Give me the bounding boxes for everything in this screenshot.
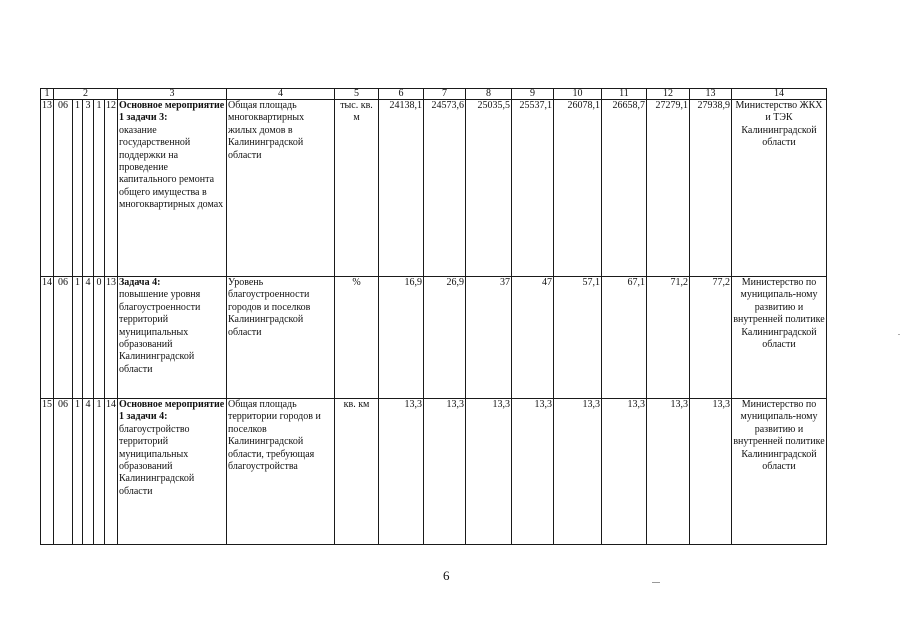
value-cell: 13,3 bbox=[424, 399, 466, 545]
value-cell: 26,9 bbox=[424, 277, 466, 399]
header-cell: 13 bbox=[690, 89, 732, 100]
value-cell: 13,3 bbox=[379, 399, 424, 545]
value-cell: 27938,9 bbox=[690, 100, 732, 277]
unit-cell: % bbox=[335, 277, 379, 399]
value-cell: 37 bbox=[466, 277, 512, 399]
unit-cell: тыс. кв. м bbox=[335, 100, 379, 277]
code-cell: 1 bbox=[73, 399, 83, 545]
header-cell: 3 bbox=[118, 89, 227, 100]
indicator-name: Общая площадь многоквартирных жилых домов в Калининградской области bbox=[227, 100, 335, 277]
code-cell: 0 bbox=[94, 277, 105, 399]
responsible-cell: Министерство по муниципаль-ному развитию и внутренней политике Калининградской области bbox=[732, 399, 827, 545]
header-cell: 4 bbox=[227, 89, 335, 100]
value-cell: 27279,1 bbox=[647, 100, 690, 277]
table-row bbox=[41, 277, 827, 399]
task-name bbox=[118, 277, 227, 399]
unit-cell: кв. км bbox=[335, 399, 379, 545]
value-cell: 13,3 bbox=[602, 399, 647, 545]
header-cell: 9 bbox=[512, 89, 554, 100]
value-cell: 24138,1 bbox=[379, 100, 424, 277]
value-cell: 26658,7 bbox=[602, 100, 647, 277]
measure-title: Основное мероприятие 1 задачи 3: bbox=[119, 100, 225, 124]
page-number: 6 bbox=[443, 568, 450, 583]
value-cell: 57,1 bbox=[554, 277, 602, 399]
value-cell: 26078,1 bbox=[554, 100, 602, 277]
code-cell: 4 bbox=[83, 277, 94, 399]
header-cell: 14 bbox=[732, 89, 827, 100]
measure-name bbox=[118, 399, 227, 545]
indicator-name: Общая площадь территории городов и поселков Калининградской области, требующая благоустройства bbox=[227, 399, 335, 545]
header-cell: 8 bbox=[466, 89, 512, 100]
code-cell: 1 bbox=[94, 100, 105, 277]
table-row bbox=[41, 399, 827, 545]
value-cell: 13,3 bbox=[690, 399, 732, 545]
responsible-cell: Министерство ЖКХ и ТЭК Калининградской области bbox=[732, 100, 827, 277]
value-cell: 71,2 bbox=[647, 277, 690, 399]
value-cell: 25537,1 bbox=[512, 100, 554, 277]
value-cell: 67,1 bbox=[602, 277, 647, 399]
value-cell: 77,2 bbox=[690, 277, 732, 399]
row-number: 14 bbox=[41, 277, 54, 399]
code-cell: 06 bbox=[54, 399, 73, 545]
value-cell: 47 bbox=[512, 277, 554, 399]
header-cell: 1 bbox=[41, 89, 54, 100]
header-cell: 10 bbox=[554, 89, 602, 100]
code-cell: 06 bbox=[54, 100, 73, 277]
code-cell: 06 bbox=[54, 277, 73, 399]
header-cell: 12 bbox=[647, 89, 690, 100]
measure-title: Основное мероприятие 1 задачи 4: bbox=[119, 399, 225, 423]
code-cell: 3 bbox=[83, 100, 94, 277]
indicator-table bbox=[40, 88, 827, 545]
code-cell: 1 bbox=[73, 100, 83, 277]
code-cell: 12 bbox=[105, 100, 118, 277]
measure-description: благоустройство территорий муниципальных образований Калининградской области bbox=[119, 423, 195, 497]
table-row bbox=[41, 100, 827, 277]
task-description: повышение уровня благоустроенности территорий муниципальных образований Калининградской области bbox=[119, 289, 201, 375]
scan-mark bbox=[898, 334, 900, 335]
scan-mark bbox=[652, 582, 660, 583]
code-cell: 4 bbox=[83, 399, 94, 545]
value-cell: 13,3 bbox=[466, 399, 512, 545]
value-cell: 16,9 bbox=[379, 277, 424, 399]
measure-description: оказание государственной поддержки на проведение капитального ремонта общего имущества в многоквартирных домах bbox=[119, 124, 224, 211]
header-cell: 2 bbox=[54, 89, 118, 100]
value-cell: 25035,5 bbox=[466, 100, 512, 277]
header-row bbox=[41, 89, 827, 100]
code-cell: 1 bbox=[73, 277, 83, 399]
indicator-name: Уровень благоустроенности городов и поселков Калининградской области bbox=[227, 277, 335, 399]
code-cell: 14 bbox=[105, 399, 118, 545]
code-cell: 13 bbox=[105, 277, 118, 399]
header-cell: 11 bbox=[602, 89, 647, 100]
value-cell: 24573,6 bbox=[424, 100, 466, 277]
header-cell: 5 bbox=[335, 89, 379, 100]
header-cell: 6 bbox=[379, 89, 424, 100]
code-cell: 1 bbox=[94, 399, 105, 545]
task-title: Задача 4: bbox=[119, 277, 161, 288]
responsible-cell: Министерство по муниципаль-ному развитию и внутренней политике Калининградской области bbox=[732, 277, 827, 399]
value-cell: 13,3 bbox=[512, 399, 554, 545]
measure-name bbox=[118, 100, 227, 277]
header-cell: 7 bbox=[424, 89, 466, 100]
row-number: 15 bbox=[41, 399, 54, 545]
row-number: 13 bbox=[41, 100, 54, 277]
value-cell: 13,3 bbox=[554, 399, 602, 545]
value-cell: 13,3 bbox=[647, 399, 690, 545]
